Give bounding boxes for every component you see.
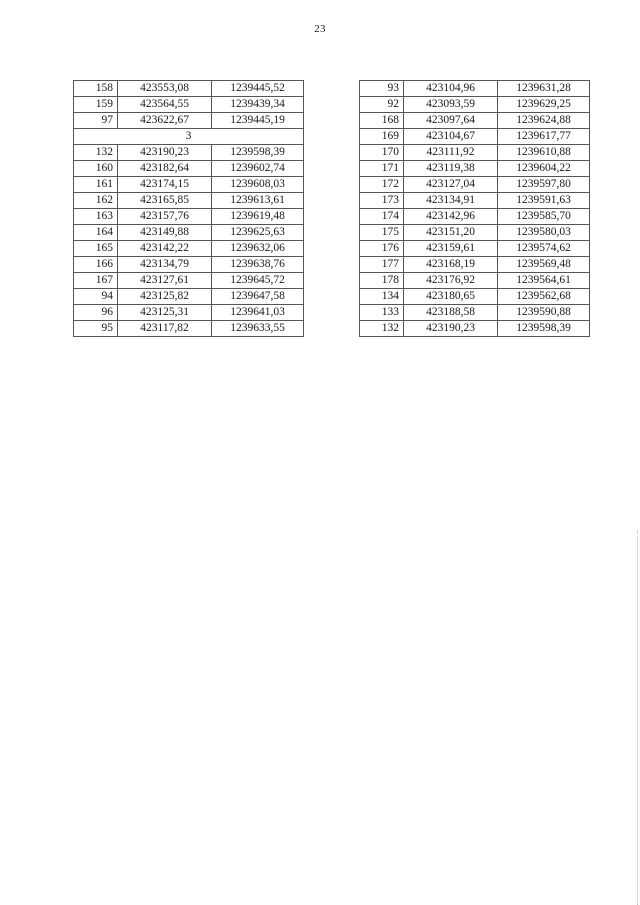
table-row <box>360 129 590 145</box>
scan-edge-mark <box>636 530 638 905</box>
point-number-cell: 132 <box>360 321 404 337</box>
y-coordinate-cell: 1239638,76 <box>212 257 304 273</box>
table-row <box>360 305 590 321</box>
y-coordinate-cell: 1239585,70 <box>498 209 590 225</box>
x-coordinate-cell: 423134,91 <box>404 193 498 209</box>
page-number: 23 <box>314 23 326 35</box>
table-row <box>74 305 304 321</box>
table-row <box>74 97 304 113</box>
coordinates-table-right <box>359 80 590 337</box>
y-coordinate-cell: 1239624,88 <box>498 113 590 129</box>
table-row <box>74 145 304 161</box>
x-coordinate-cell: 423093,59 <box>404 97 498 113</box>
x-coordinate-cell: 423134,79 <box>118 257 212 273</box>
y-coordinate-cell: 1239564,61 <box>498 273 590 289</box>
x-coordinate-cell: 423104,96 <box>404 81 498 97</box>
x-coordinate-cell: 423553,08 <box>118 81 212 97</box>
y-coordinate-cell: 1239445,52 <box>212 81 304 97</box>
table-row <box>360 241 590 257</box>
section-row <box>74 129 304 145</box>
y-coordinate-cell: 1239625,63 <box>212 225 304 241</box>
table-row <box>360 145 590 161</box>
x-coordinate-cell: 423119,38 <box>404 161 498 177</box>
coordinates-table-left <box>73 80 304 337</box>
table-row <box>360 97 590 113</box>
y-coordinate-cell: 1239598,39 <box>498 321 590 337</box>
y-coordinate-cell: 1239631,28 <box>498 81 590 97</box>
table-row <box>74 241 304 257</box>
x-coordinate-cell: 423564,55 <box>118 97 212 113</box>
point-number-cell: 175 <box>360 225 404 241</box>
y-coordinate-cell: 1239617,77 <box>498 129 590 145</box>
table-row <box>74 113 304 129</box>
x-coordinate-cell: 423190,23 <box>118 145 212 161</box>
point-number-cell: 172 <box>360 177 404 193</box>
x-coordinate-cell: 423157,76 <box>118 209 212 225</box>
table-row <box>74 177 304 193</box>
x-coordinate-cell: 423097,64 <box>404 113 498 129</box>
point-number-cell: 173 <box>360 193 404 209</box>
table-row <box>74 321 304 337</box>
point-number-cell: 162 <box>74 193 118 209</box>
point-number-cell: 177 <box>360 257 404 273</box>
table-row <box>360 321 590 337</box>
y-coordinate-cell: 1239591,63 <box>498 193 590 209</box>
y-coordinate-cell: 1239569,48 <box>498 257 590 273</box>
point-number-cell: 133 <box>360 305 404 321</box>
x-coordinate-cell: 423151,20 <box>404 225 498 241</box>
y-coordinate-cell: 1239580,03 <box>498 225 590 241</box>
table-row <box>74 289 304 305</box>
x-coordinate-cell: 423125,31 <box>118 305 212 321</box>
x-coordinate-cell: 423176,92 <box>404 273 498 289</box>
y-coordinate-cell: 1239445,19 <box>212 113 304 129</box>
table-row <box>74 225 304 241</box>
x-coordinate-cell: 423142,96 <box>404 209 498 225</box>
y-coordinate-cell: 1239602,74 <box>212 161 304 177</box>
y-coordinate-cell: 1239604,22 <box>498 161 590 177</box>
x-coordinate-cell: 423165,85 <box>118 193 212 209</box>
table-row <box>74 193 304 209</box>
y-coordinate-cell: 1239632,06 <box>212 241 304 257</box>
section-label: 3 <box>74 129 304 145</box>
y-coordinate-cell: 1239439,34 <box>212 97 304 113</box>
x-coordinate-cell: 423111,92 <box>404 145 498 161</box>
y-coordinate-cell: 1239574,62 <box>498 241 590 257</box>
y-coordinate-cell: 1239610,88 <box>498 145 590 161</box>
point-number-cell: 134 <box>360 289 404 305</box>
point-number-cell: 169 <box>360 129 404 145</box>
point-number-cell: 97 <box>74 113 118 129</box>
point-number-cell: 161 <box>74 177 118 193</box>
y-coordinate-cell: 1239598,39 <box>212 145 304 161</box>
table-row <box>360 161 590 177</box>
point-number-cell: 92 <box>360 97 404 113</box>
table-row <box>360 193 590 209</box>
point-number-cell: 170 <box>360 145 404 161</box>
point-number-cell: 93 <box>360 81 404 97</box>
point-number-cell: 164 <box>74 225 118 241</box>
x-coordinate-cell: 423149,88 <box>118 225 212 241</box>
point-number-cell: 95 <box>74 321 118 337</box>
table-row <box>360 113 590 129</box>
point-number-cell: 176 <box>360 241 404 257</box>
point-number-cell: 165 <box>74 241 118 257</box>
y-coordinate-cell: 1239619,48 <box>212 209 304 225</box>
table-row <box>360 209 590 225</box>
point-number-cell: 168 <box>360 113 404 129</box>
table-row <box>360 177 590 193</box>
table-row <box>74 273 304 289</box>
y-coordinate-cell: 1239562,68 <box>498 289 590 305</box>
y-coordinate-cell: 1239641,03 <box>212 305 304 321</box>
point-number-cell: 96 <box>74 305 118 321</box>
table-row <box>74 81 304 97</box>
x-coordinate-cell: 423127,61 <box>118 273 212 289</box>
x-coordinate-cell: 423142,22 <box>118 241 212 257</box>
y-coordinate-cell: 1239613,61 <box>212 193 304 209</box>
x-coordinate-cell: 423174,15 <box>118 177 212 193</box>
y-coordinate-cell: 1239597,80 <box>498 177 590 193</box>
point-number-cell: 94 <box>74 289 118 305</box>
table-row <box>360 289 590 305</box>
point-number-cell: 178 <box>360 273 404 289</box>
x-coordinate-cell: 423182,64 <box>118 161 212 177</box>
point-number-cell: 160 <box>74 161 118 177</box>
x-coordinate-cell: 423117,82 <box>118 321 212 337</box>
y-coordinate-cell: 1239590,88 <box>498 305 590 321</box>
x-coordinate-cell: 423127,04 <box>404 177 498 193</box>
point-number-cell: 163 <box>74 209 118 225</box>
point-number-cell: 158 <box>74 81 118 97</box>
table-row <box>360 257 590 273</box>
point-number-cell: 166 <box>74 257 118 273</box>
point-number-cell: 132 <box>74 145 118 161</box>
x-coordinate-cell: 423190,23 <box>404 321 498 337</box>
y-coordinate-cell: 1239645,72 <box>212 273 304 289</box>
x-coordinate-cell: 423125,82 <box>118 289 212 305</box>
point-number-cell: 171 <box>360 161 404 177</box>
point-number-cell: 159 <box>74 97 118 113</box>
x-coordinate-cell: 423622,67 <box>118 113 212 129</box>
table-row <box>74 257 304 273</box>
x-coordinate-cell: 423180,65 <box>404 289 498 305</box>
table-row <box>360 81 590 97</box>
table-row <box>360 273 590 289</box>
x-coordinate-cell: 423104,67 <box>404 129 498 145</box>
x-coordinate-cell: 423168,19 <box>404 257 498 273</box>
table-row <box>360 225 590 241</box>
y-coordinate-cell: 1239647,58 <box>212 289 304 305</box>
x-coordinate-cell: 423159,61 <box>404 241 498 257</box>
point-number-cell: 174 <box>360 209 404 225</box>
x-coordinate-cell: 423188,58 <box>404 305 498 321</box>
table-row <box>74 209 304 225</box>
y-coordinate-cell: 1239608,03 <box>212 177 304 193</box>
y-coordinate-cell: 1239633,55 <box>212 321 304 337</box>
point-number-cell: 167 <box>74 273 118 289</box>
table-row <box>74 161 304 177</box>
y-coordinate-cell: 1239629,25 <box>498 97 590 113</box>
